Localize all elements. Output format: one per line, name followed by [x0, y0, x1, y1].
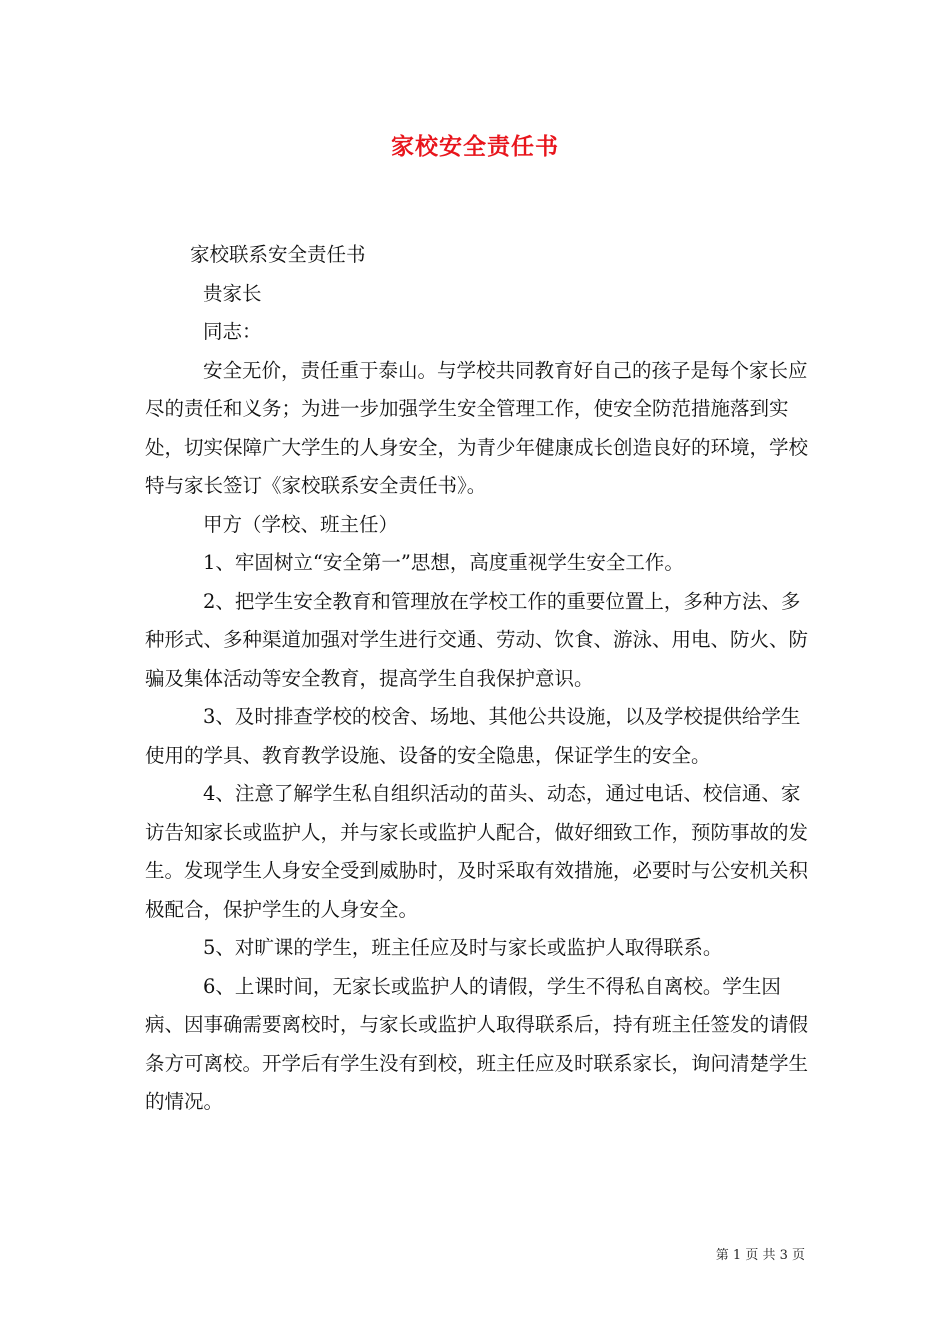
clause-5-paragraph: 5、对旷课的学生，班主任应及时与家长或监护人取得联系。	[203, 936, 723, 959]
page-number-footer: 第 1 页 共 3 页	[715, 1248, 805, 1263]
salutation-paragraph: 贵家长	[203, 281, 262, 305]
party-a-heading: 甲方（学校、班主任）	[203, 512, 399, 536]
clause-2-paragraph: 2、把学生安全教育和管理放在学校工作的重要位置上，多种方法、多种形式、多种渠道加强对学生进行交通、劳动、饮食、游泳、用电、防火、防骗及集体活动等安全教育，提高学生自我保护意识。	[145, 589, 809, 690]
clause-1-paragraph: 1、牢固树立“安全第一”思想，高度重视学生安全工作。	[203, 551, 684, 574]
subtitle-paragraph: 家校联系安全责任书	[190, 243, 366, 266]
intro-paragraph: 安全无价，责任重于泰山。与学校共同教育好自己的孩子是每个家长应尽的责任和义务；为进一步加强学生安全管理工作，使安全防范措施落到实处，切实保障广大学生的人身安全，为青少年健康成长创造良好的环境，学校特与家长签订《家校联系安全责任书》。	[145, 358, 809, 497]
clause-3-paragraph: 3、及时排查学校的校舍、场地、其他公共设施，以及学校提供给学生使用的学具、教育教学设施、设备的安全隐患，保证学生的安全。	[145, 705, 801, 767]
clause-4-paragraph: 4、注意了解学生私自组织活动的苗头、动态，通过电话、校信通、家访告知家长或监护人，并与家长或监护人配合，做好细致工作，预防事故的发生。发现学生人身安全受到威胁时，及时采取有效措施，必要时与公安机关积极配合，保护学生的人身安全。	[145, 782, 809, 921]
document-body	[145, 236, 810, 1122]
salutation-suffix-paragraph: 同志：	[203, 320, 262, 343]
document-title: 家校安全责任书	[391, 133, 559, 160]
clause-6-paragraph: 6、上课时间，无家长或监护人的请假，学生不得私自离校。学生因病、因事确需要离校时，与家长或监护人取得联系后，持有班主任签发的请假条方可离校。开学后有学生没有到校，班主任应及时联系家长，询问清楚学生的情况。	[145, 974, 809, 1113]
